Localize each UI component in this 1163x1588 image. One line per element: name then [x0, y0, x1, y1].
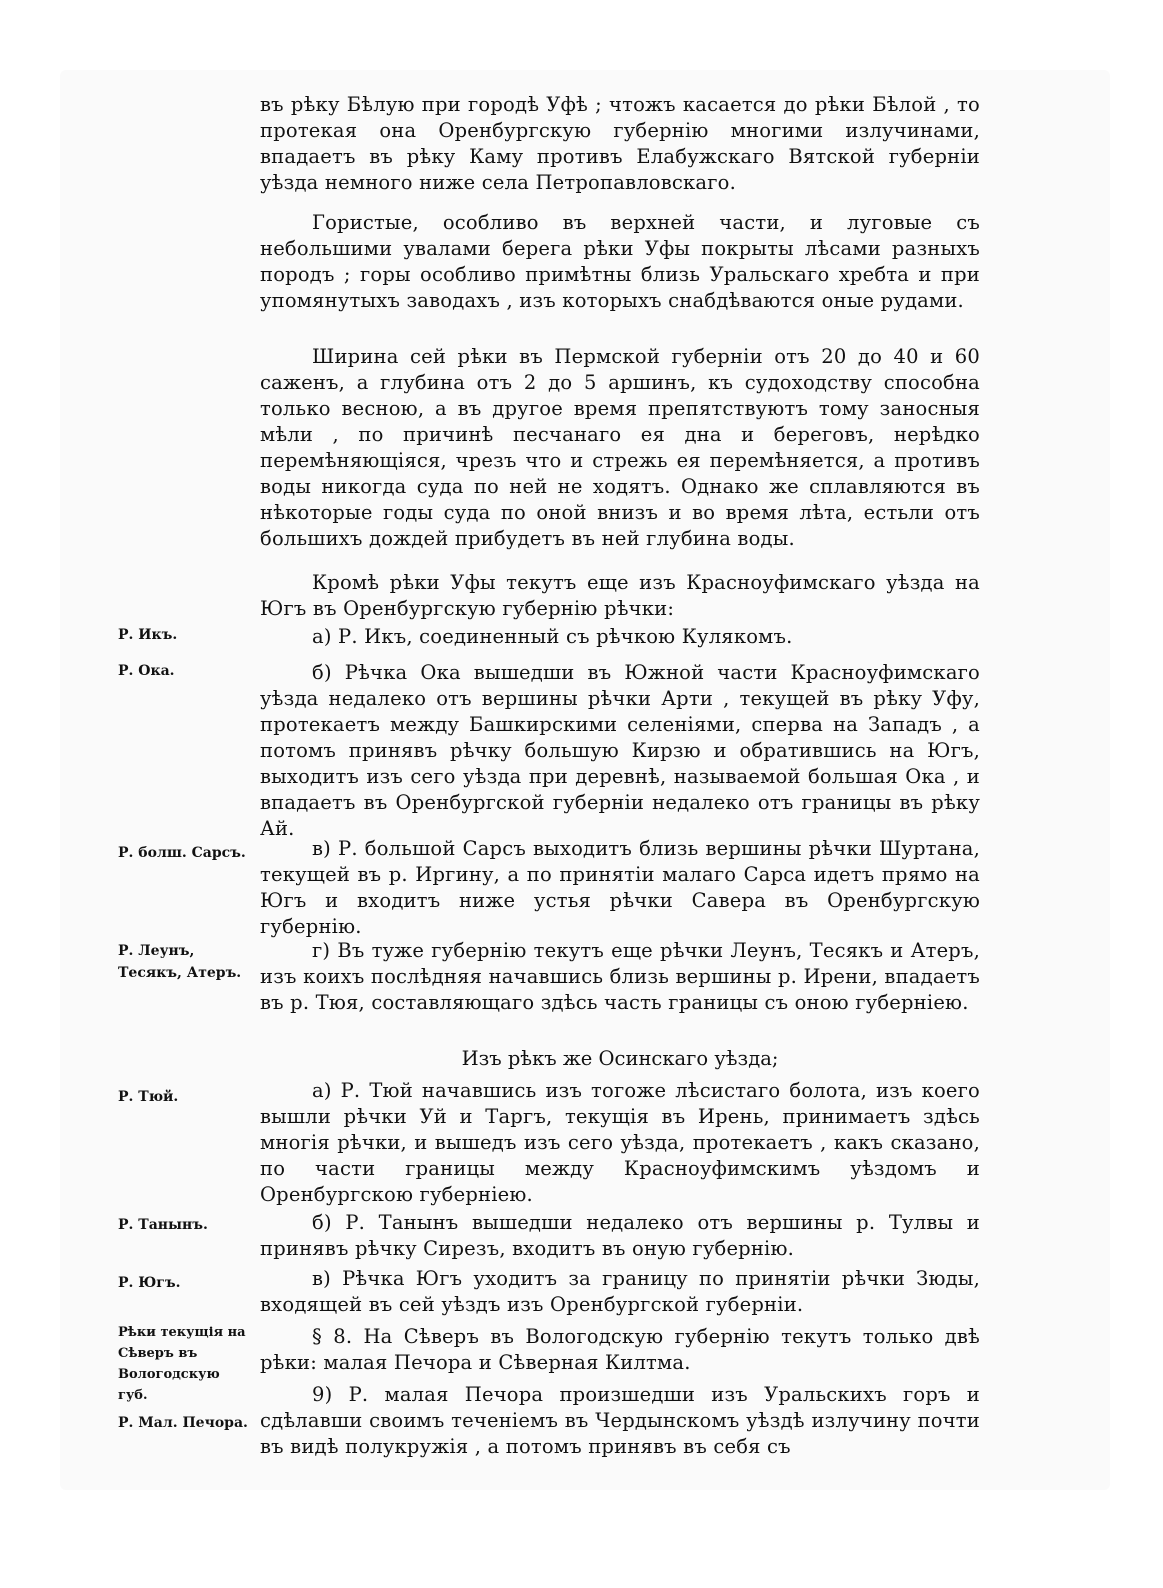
paragraph: г) Въ туже губернію текутъ еще рѣчки Леунъ, Тесякъ и Атеръ, изъ коихъ послѣдняя начавшись близь вершины р. Ирени, впадаетъ въ р. Тюя, составляющаго здѣсь часть границы съ оною губерніею. — [260, 939, 980, 1014]
paragraph: Ширина сей рѣки въ Пермской губерніи отъ 20 до 40 и 60 саженъ, а глубина отъ 2 до 5 аршинъ, къ судоходству способна только весною, а въ другое время препятствуютъ тому заносныя мѣли , по причинѣ песчанаго ея дна и береговъ, нерѣдко перемѣняющіяся, чрезъ что и стрежь ея перемѣняется, а противъ воды никогда суда по ней не ходятъ. Однако же сплавляются въ нѣкоторые годы суда по оной внизъ и во время лѣта, естьли отъ большихъ дождей прибудетъ въ ней глубина воды. — [260, 345, 980, 550]
paragraph: б) Р. Танынъ вышедши недалеко отъ вершины р. Тулвы и принявъ рѣчку Сирезъ, входитъ въ оную губернію. — [260, 1211, 980, 1260]
margin-note-ik: Р. Икъ. — [118, 627, 178, 643]
section-heading: Изъ рѣкъ же Осинскаго уѣзда; — [461, 1047, 779, 1070]
paragraph: § 8. На Сѣверъ въ Вологодскую губернію текутъ только двѣ рѣки: малая Печора и Сѣверная Килтма. — [260, 1325, 980, 1374]
paragraph: а) Р. Тюй начавшись изъ тогоже лѣсистаго болота, изъ коего вышли рѣчки Уй и Таргъ, текущія въ Ирень, принимаетъ здѣсь многія рѣчки, и вышедъ изъ сего уѣзда, протекаетъ , какъ сказано, по части границы между Красноуфимскимъ уѣздомъ и Оренбургскою губерніею. — [260, 1079, 980, 1206]
paragraph: б) Рѣчка Ока вышедши въ Южной части Красноуфимскаго уѣзда недалеко отъ вершины рѣчки Арти , текущей въ рѣку Уфу, протекаетъ между Башкирскими селеніями, сперва на Западъ , а потомъ принявъ рѣчку большую Кирзю и обратившись на Югъ, выходитъ изъ сего уѣзда при деревнѣ, называемой большая Ока , и впадаетъ въ Оренбургской губерніи недалеко отъ границы въ рѣку Ай. — [260, 661, 980, 840]
margin-note-oka: Р. Ока. — [118, 663, 175, 679]
margin-note-tyuy: Р. Тюй. — [118, 1089, 179, 1105]
margin-note-pechora: Р. Мал. Печора. — [118, 1415, 248, 1431]
margin-note-tanyn: Р. Танынъ. — [118, 1217, 208, 1233]
margin-note-yug: Р. Югъ. — [118, 1275, 181, 1291]
paragraph: Кромѣ рѣки Уфы текутъ еще изъ Красноуфимскаго уѣзда на Югъ въ Оренбургскую губернію рѣчки: — [260, 571, 980, 620]
margin-note-north-rivers: Рѣки текущія на Сѣверъ въ Вологодскую губ. — [118, 1325, 246, 1403]
paragraph: 9) Р. малая Печора произшедши изъ Уральскихъ горъ и сдѣлавши своимъ теченіемъ въ Чердынскомъ уѣздѣ излучину почти въ видѣ полукружія , а потомъ принявъ въ себя съ — [260, 1383, 980, 1458]
paragraph: в) Рѣчка Югъ уходитъ за границу по принятіи рѣчки Зюды, входящей въ сей уѣздъ изъ Оренбургской губерніи. — [260, 1267, 980, 1316]
paragraph: а) Р. Икъ, соединенный съ рѣчкою Кулякомъ. — [312, 625, 793, 648]
paragraph: въ рѣку Бѣлую при городѣ Уфѣ ; чтожъ касается до рѣки Бѣлой , то протекая она Оренбургскую губернію многими излучинами, впадаетъ въ рѣку Каму противъ Елабужскаго Вятской губерніи уѣзда немного ниже села Петропавловскаго. — [260, 93, 980, 194]
paragraph: Гористые, особливо въ верхней части, и луговые съ небольшими увалами берега рѣки Уфы покрыты лѣсами разныхъ породъ ; горы особливо примѣтны близь Уральскаго хребта и при упомянутыхъ заводахъ , изъ которыхъ снабдѣваются оные рудами. — [260, 211, 980, 312]
margin-note-leun: Р. Леунъ, Тесякъ, Атеръ. — [118, 943, 242, 981]
margin-note-sars: Р. болш. Сарсъ. — [118, 845, 246, 861]
paragraph: в) Р. большой Сарсъ выходитъ близь вершины рѣчки Шуртана, текущей въ р. Иргину, а по принятіи малаго Сарса идетъ прямо на Югъ и входитъ ниже устья рѣчки Савера въ Оренбургскую губернію. — [260, 837, 980, 938]
